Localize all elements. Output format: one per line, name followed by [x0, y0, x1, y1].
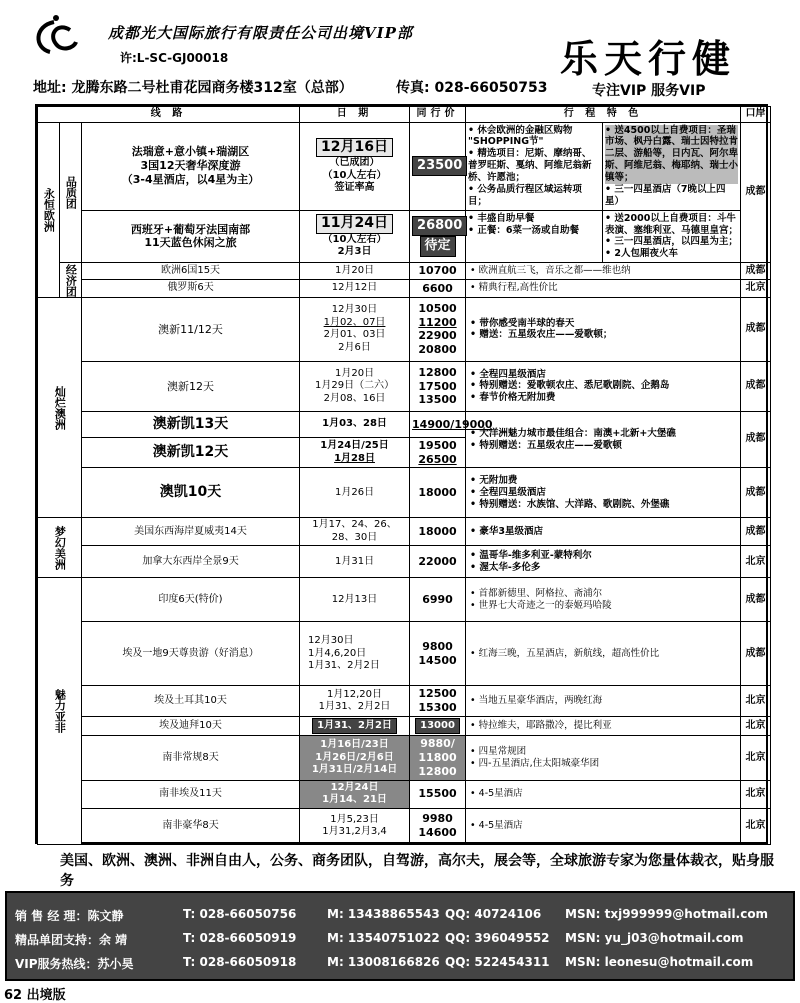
route-name: 埃及迪拜10天	[82, 716, 300, 736]
features	[466, 210, 741, 263]
departure-date: 12月12日	[300, 279, 410, 297]
port: 成都	[741, 578, 771, 622]
features	[466, 279, 741, 297]
brand-title: 乐天行健	[560, 36, 737, 81]
price-item: 26500	[418, 452, 457, 466]
departure-dates	[300, 736, 410, 780]
date-highlight: 11月24日	[316, 214, 393, 234]
price: 14900/19000	[410, 411, 466, 437]
price-item: 13500	[418, 393, 457, 407]
features	[466, 297, 741, 361]
feature-item: • 无附加费	[470, 475, 738, 487]
company-logo	[30, 12, 82, 64]
date-item: 1月20日	[334, 367, 375, 379]
route-name: 西班牙+葡萄牙法国南部 11天蓝色休闲之旅	[82, 210, 300, 263]
port: 成都	[741, 263, 771, 280]
date-item: 12月30日	[308, 635, 354, 647]
route-name: 南非豪华8天	[82, 808, 300, 844]
departure-dates	[300, 361, 410, 411]
date-item: 1月4,6,20日	[308, 647, 367, 659]
date-item: 1月31日/2月14日	[311, 764, 398, 776]
price-item: 19500	[418, 438, 457, 452]
contact-msn[interactable]: MSN: txj999999@hotmail.com	[565, 907, 769, 921]
table-row	[38, 780, 771, 808]
departure-date	[300, 210, 410, 263]
date-item: 2月01、03日	[323, 329, 386, 341]
departure-date: 1月5,23日 1月31,2月3,4	[300, 808, 410, 844]
feature-item: • 温哥华-维多利亚-蒙特利尔	[470, 550, 738, 562]
price-item: 12800	[418, 365, 457, 379]
contact-mobile: M: 13540751022	[327, 931, 440, 945]
feature-item: • 四-五星酒店,住太阳城豪华团	[470, 758, 738, 770]
price: 18000	[410, 518, 466, 546]
route-name: 南非常规8天	[82, 736, 300, 780]
date-item: 1月29日（二六）	[314, 380, 395, 392]
feature-item: • 4-5星酒店	[470, 788, 738, 800]
contact-mobile: M: 13438865543	[327, 907, 440, 921]
feature-item: • 4-5星酒店	[470, 820, 738, 832]
features	[466, 780, 741, 808]
departure-date: 1月03、28日	[300, 411, 410, 437]
table-row	[38, 210, 771, 263]
features	[466, 518, 741, 546]
route-name: 埃及土耳其10天	[82, 686, 300, 717]
feature-item: • 当地五星豪华酒店，两晚红海	[470, 695, 738, 707]
table-row	[38, 518, 771, 546]
feature-item: • 公务品质行程区域运转项目；	[468, 184, 600, 208]
date-item: 2月6日	[338, 341, 371, 353]
contact-tel: T: 028-66050919	[183, 931, 297, 945]
feature-item: • 首都新德里、阿格拉、斋浦尔	[470, 588, 738, 600]
date-note: （已成团） （10人左右） 签证率高	[322, 157, 387, 194]
col-header-price: 同行价	[410, 107, 466, 123]
port: 成都	[741, 518, 771, 546]
contact-mobile: M: 13008166826	[327, 955, 440, 969]
features	[466, 578, 741, 622]
feature-item: • 休会欧洲的金融区购物 "SHOPPING节"	[468, 125, 600, 149]
date-note: （10人左右） 2月3日	[322, 233, 387, 258]
departure-date: 1月17、24、26、28、30日	[300, 518, 410, 546]
price: 18000	[410, 468, 466, 518]
features	[466, 122, 741, 210]
contact-qq: QQ: 396049552	[445, 931, 550, 945]
feature-item: • 三一四星酒店（7晚以上四星）	[605, 184, 738, 208]
feature-item: • 全程四星级酒店	[470, 487, 738, 499]
page-number: 62 出境版	[4, 988, 66, 1003]
address: 地址: 龙腾东路二号杜甫花园商务楼312室（总部）	[33, 80, 353, 96]
region-europe: 永恒欧洲	[38, 122, 60, 297]
departure-dates	[300, 437, 410, 468]
route-name: 法瑞意+意小镇+瑞湖区 3国12天奢华深度游 （3-4星酒店，以4星为主）	[82, 122, 300, 210]
port: 北京	[741, 736, 771, 780]
departure-dates	[300, 622, 410, 686]
port: 成都	[741, 622, 771, 686]
port: 成都	[741, 122, 771, 263]
contact-tel: T: 028-66050756	[183, 907, 297, 921]
prices	[410, 361, 466, 411]
service-slogan: 美国、欧洲、澳洲、非洲自由人，公务、商务团队，自驾游，高尔夫，展会等，全球旅游专家为您量体裁衣，贴身服务	[60, 853, 774, 889]
port: 北京	[741, 546, 771, 578]
col-header-date: 日 期	[300, 107, 410, 123]
price	[410, 122, 466, 210]
price-item: 17500	[418, 379, 457, 393]
company-name: 成都光大国际旅行有限责任公司出境VIP部	[108, 24, 413, 42]
feature-item: • 大洋洲魅力城市最佳组合：南澳+北新+大堡礁	[470, 428, 738, 440]
route-name: 澳新11/12天	[82, 297, 300, 361]
route-name: 澳凯10天	[82, 468, 300, 518]
features	[466, 411, 741, 468]
date-item: 1月26日/2月6日	[315, 751, 394, 763]
port: 北京	[741, 279, 771, 297]
route-name: 埃及一地9天尊贵游（好消息）	[82, 622, 300, 686]
feature-item: • 四星常规团	[470, 746, 738, 758]
feature-item: • 特别赠送：爱歌顿农庄、悉尼歌剧院、企鹅岛	[470, 380, 738, 392]
price: 22000	[410, 546, 466, 578]
price	[410, 716, 466, 736]
col-header-port: 口岸	[741, 107, 771, 123]
route-name: 加拿大东西岸全景9天	[82, 546, 300, 578]
date-item: 12月30日	[331, 304, 378, 316]
vip-tagline: 专注VIP 服务VIP	[592, 83, 706, 99]
route-name: 澳新12天	[82, 361, 300, 411]
port: 成都	[741, 411, 771, 468]
col-header-feature: 行 程 特 色	[466, 107, 741, 123]
route-name: 印度6天(特价)	[82, 578, 300, 622]
price: 10700	[410, 263, 466, 280]
itinerary-table	[35, 104, 768, 844]
feature-item: • 特别赠送：五星级农庄——爱歌顿	[470, 440, 738, 452]
prices	[410, 297, 466, 361]
subgroup-premium: 品质团	[60, 122, 82, 263]
feature-item: • 精典行程,高性价比	[470, 282, 738, 294]
prices	[410, 437, 466, 468]
feature-item: • 全程四星级酒店	[470, 369, 738, 381]
fax: 传真: 028-66050753	[396, 80, 548, 96]
table-header	[38, 107, 771, 123]
date-highlight: 1月31、2月2日	[312, 718, 397, 735]
departure-date: 1月12,20日 1月31、2月2日	[300, 686, 410, 717]
price-item: 11800	[418, 751, 457, 765]
port: 成都	[741, 361, 771, 411]
header	[0, 0, 800, 104]
price: 6990	[410, 578, 466, 622]
contact-name: 销 售 经 理：陈文静	[15, 909, 124, 923]
feature-item: • 欧洲直航三飞，音乐之都——维也纳	[470, 265, 738, 277]
price-item: 10500	[418, 301, 457, 315]
features	[466, 263, 741, 280]
price: 12500 15300	[410, 686, 466, 717]
license-number: 许:L-SC-GJ00018	[120, 51, 229, 65]
port: 北京	[741, 780, 771, 808]
price-status: 待定	[420, 236, 456, 256]
table-row	[38, 546, 771, 578]
feature-item: • 精选项目：尼斯、摩纳哥、普罗旺斯、戛纳、阿维尼翁新桥、许愿池；	[468, 148, 600, 184]
feature-item: • 送2000以上自费项目：斗牛表演、塞维利亚、马德里皇宫；	[605, 213, 738, 237]
date-item: 1月31、2月2日	[308, 660, 380, 672]
contact-qq: QQ: 40724106	[445, 907, 542, 921]
feature-item: • 丰盛自助早餐	[468, 213, 600, 225]
route-name: 南非埃及11天	[82, 780, 300, 808]
region-americas: 梦幻美洲	[38, 518, 82, 578]
departure-date	[300, 716, 410, 736]
features	[466, 716, 741, 736]
table-row	[38, 122, 771, 210]
features	[466, 622, 741, 686]
table-row	[38, 297, 771, 361]
feature-item: • 特别赠送：水族馆、大洋路、歌剧院、外堡礁	[470, 499, 738, 511]
route-name: 澳新凯13天	[82, 411, 300, 437]
table-row	[38, 361, 771, 411]
price: 15500	[410, 780, 466, 808]
date-item: 1月24日/25日	[320, 440, 389, 452]
date-highlight: 12月16日	[316, 138, 393, 158]
port: 成都	[741, 468, 771, 518]
feature-item: • 送4500以上自费项目：圣瑞市场、枫丹白露、瑞士因特拉肯二层、游船等，日内瓦、阿尔卑斯、阿维尼翁、梅耶纳、瑞士小镇等；	[605, 125, 738, 184]
date-item: 1月28日	[334, 452, 375, 464]
feature-item: • 带你感受南半球的春天	[470, 318, 738, 330]
departure-date: 1月31日	[300, 546, 410, 578]
departure-date: 1月26日	[300, 468, 410, 518]
features	[466, 468, 741, 518]
date-item: 1月16日/23日	[320, 739, 389, 751]
prices	[410, 736, 466, 780]
region-asia-africa: 魅力亚非	[38, 578, 82, 844]
region-oceania: 灿烂澳洲	[38, 297, 82, 518]
route-name: 俄罗斯6天	[82, 279, 300, 297]
table-row	[38, 468, 771, 518]
price-item: 11200	[418, 315, 457, 329]
route-name: 澳新凯12天	[82, 437, 300, 468]
features	[466, 361, 741, 411]
price-item: 9880/	[420, 737, 455, 751]
port: 北京	[741, 716, 771, 736]
feature-item: • 春节价格无附加费	[470, 392, 738, 404]
route-name: 欧洲6国15天	[82, 263, 300, 280]
feature-item: • 渥太华-多伦多	[470, 562, 738, 574]
price-item: 22900	[418, 329, 457, 343]
departure-dates	[300, 297, 410, 361]
contact-bar	[5, 891, 795, 981]
contact-msn[interactable]: MSN: yu_j03@hotmail.com	[565, 931, 744, 945]
feature-item: • 豪华3星级酒店	[470, 526, 738, 538]
subgroup-economy: 经济团	[60, 263, 82, 298]
price: 9800 14500	[410, 622, 466, 686]
contact-qq: QQ: 522454311	[445, 955, 550, 969]
features	[466, 736, 741, 780]
feature-item: • 正餐：6菜一汤或自助餐	[468, 225, 600, 237]
price: 6600	[410, 279, 466, 297]
table-row	[38, 411, 771, 437]
col-header-route: 线 路	[38, 107, 300, 123]
feature-item: • 赠送：五星级农庄——爱歌顿；	[470, 329, 738, 341]
table-row	[38, 808, 771, 844]
departure-date: 1月20日	[300, 263, 410, 280]
price-item: 12800	[418, 764, 457, 778]
feature-item: • 红海三晚，五星酒店，新航线，超高性价比	[470, 648, 738, 660]
table-row	[38, 686, 771, 717]
feature-item: • 三一四星酒店，以四星为主；	[605, 236, 738, 248]
route-name: 美国东西海岸夏威夷14天	[82, 518, 300, 546]
price: 9980 14600	[410, 808, 466, 844]
departure-date: 12月13日	[300, 578, 410, 622]
table-row	[38, 279, 771, 297]
feature-item: • 2人包厢夜火车	[605, 248, 738, 260]
departure-date: 12月24日 1月14、21日	[300, 780, 410, 808]
table-row	[38, 716, 771, 736]
price-highlight: 26800	[412, 216, 467, 236]
feature-item: • 特拉维夫，耶路撒冷，提比利亚	[470, 720, 738, 732]
contact-msn[interactable]: MSN: leonesu@hotmail.com	[565, 955, 754, 969]
feature-item: • 世界七大奇迹之一的泰姬玛哈陵	[470, 600, 738, 612]
port: 北京	[741, 686, 771, 717]
price-highlight: 23500	[412, 156, 467, 176]
contact-name: VIP服务热线：苏小昊	[15, 957, 134, 971]
features	[466, 686, 741, 717]
table-row	[38, 622, 771, 686]
date-item: 2月08、16日	[323, 392, 386, 404]
table-row	[38, 578, 771, 622]
date-item: 1月02、07日	[323, 316, 386, 328]
table-row	[38, 736, 771, 780]
contact-tel: T: 028-66050918	[183, 955, 297, 969]
price	[410, 210, 466, 263]
departure-date	[300, 122, 410, 210]
port: 北京	[741, 808, 771, 844]
features	[466, 808, 741, 844]
contact-name: 精品单团支持：余 靖	[15, 933, 128, 947]
port: 成都	[741, 297, 771, 361]
price-item: 20800	[418, 343, 457, 357]
table-row	[38, 263, 771, 280]
features	[466, 546, 741, 578]
price-highlight: 13000	[415, 718, 460, 735]
